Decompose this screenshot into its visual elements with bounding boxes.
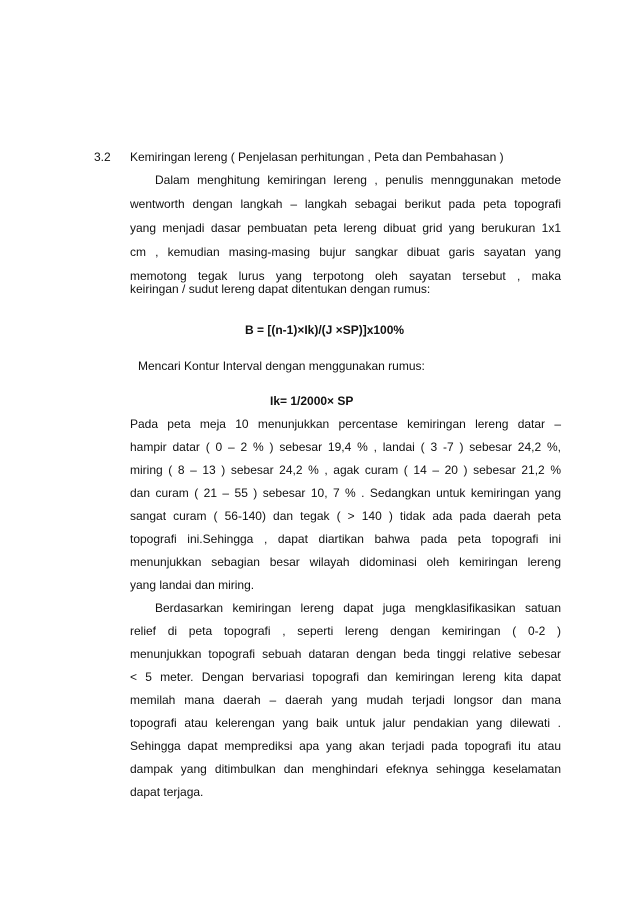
contour-interval-formula: Ik= 1/2000× SP	[270, 394, 354, 408]
paragraph3-line: < 5 meter. Dengan bervariasi topografi dan kemiringan lereng kita dapat	[130, 670, 561, 684]
section-title: Kemiringan lereng ( Penjelasan perhitungan , Peta dan Pembahasan )	[130, 150, 504, 164]
paragraph2-line: sangat curam ( 56-140) dan tegak ( > 140 ) tidak ada pada daerah peta	[130, 509, 561, 523]
paragraph3-line: menunjukkan topografi sebuah dataran dengan beda tinggi relative sebesar	[130, 647, 561, 661]
paragraph3-line: memilah mana daerah – daerah yang mudah terjadi longsor dan mana	[130, 693, 561, 707]
section-number: 3.2	[94, 150, 111, 164]
kontur-interval-intro: Mencari Kontur Interval dengan menggunakan rumus:	[138, 359, 425, 373]
paragraph3-line-last: dapat terjaga.	[130, 785, 204, 799]
paragraph1-line-last: keiringan / sudut lereng dapat ditentukan dengan rumus:	[130, 282, 431, 296]
paragraph1-line: cm , kemudian masing-masing bujur sangkar dibuat garis sayatan yang	[130, 245, 561, 259]
paragraph1-line: memotong tegak lurus yang terpotong oleh sayatan tersebut , maka	[130, 269, 561, 283]
paragraph3-line: Sehingga dapat memprediksi apa yang akan terjadi pada topografi itu atau	[130, 739, 561, 753]
paragraph3-line: topografi atau kelerengan yang baik untuk jalur pendakian yang dilewati .	[130, 716, 561, 730]
paragraph2-line: dan curam ( 21 – 55 ) sebesar 10, 7 % . Sedangkan untuk kemiringan yang	[130, 486, 561, 500]
paragraph3-line: Berdasarkan kemiringan lereng dapat juga mengklasifikasikan satuan	[155, 601, 561, 615]
paragraph2-line: hampir datar ( 0 – 2 % ) sebesar 19,4 % , landai ( 3 -7 ) sebesar 24,2 %,	[130, 440, 561, 454]
paragraph2-line: Pada peta meja 10 menunjukkan percentase kemiringan lereng datar –	[130, 417, 561, 431]
paragraph1-line: wentworth dengan langkah – langkah sebagai berikut pada peta topografi	[130, 197, 561, 211]
paragraph3-line: dampak yang ditimbulkan dan menghindari efeknya sehingga keselamatan	[130, 762, 561, 776]
paragraph2-line: menunjukkan sebagian besar wilayah didominasi oleh kemiringan lereng	[130, 555, 561, 569]
paragraph3-line: relief di peta topografi , seperti lereng dengan kemiringan ( 0-2 )	[130, 624, 561, 638]
paragraph1-line: Dalam menghitung kemiringan lereng , penulis mennggunakan metode	[155, 173, 561, 187]
paragraph2-line-last: yang landai dan miring.	[130, 578, 255, 592]
paragraph2-line: miring ( 8 – 13 ) sebesar 24,2 % , agak curam ( 14 – 20 ) sebesar 21,2 %	[130, 463, 561, 477]
paragraph1-line: yang menjadi dasar pembuatan peta lereng dibuat grid yang berukuran 1x1	[130, 221, 561, 235]
slope-formula: B = [(n-1)×Ik)/(J ×SP)]x100%	[245, 323, 405, 337]
paragraph2-line: topografi ini.Sehingga , dapat diartikan bahwa pada peta topografi ini	[130, 532, 561, 546]
